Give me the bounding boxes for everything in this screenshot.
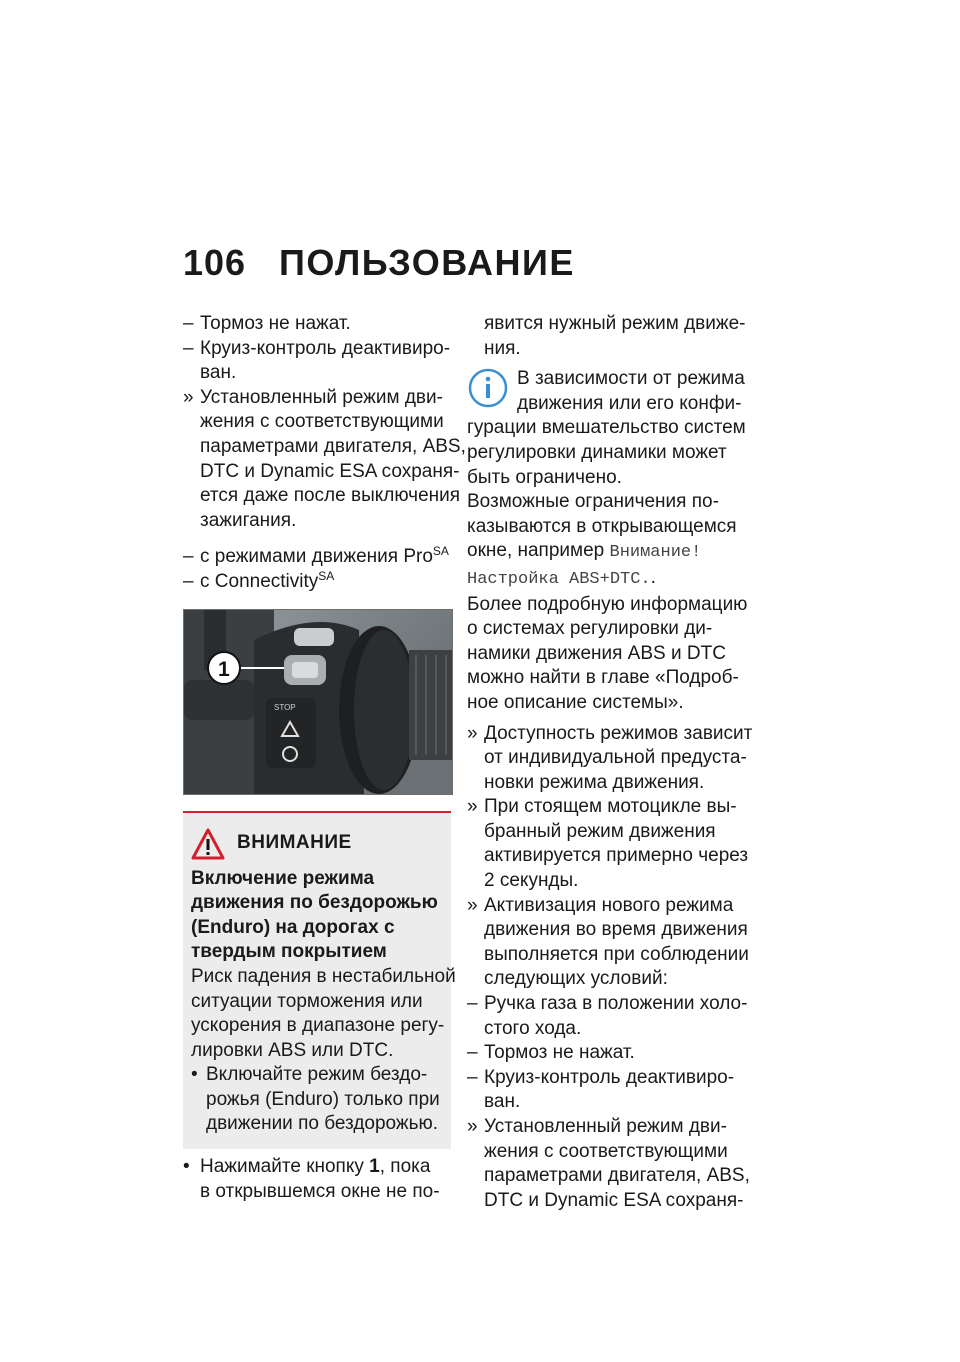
right-column	[467, 312, 753, 1213]
result-item-cont: DTC и Dynamic ESA сохраня-	[200, 460, 460, 482]
result-item-cont: активируется примерно через	[484, 845, 749, 867]
page-title: ПОЛЬЗОВАНИЕ	[279, 242, 575, 283]
list-item: – Ручка газа в положении холо-	[467, 993, 748, 1015]
warning-subtitle: Включение режима движения по бездорожью (Enduro) на дорогах с твердым покрытием	[191, 867, 438, 963]
info-icon	[467, 367, 509, 409]
info-text: Более подробную информацию	[467, 593, 748, 615]
info-text: регулировки динамики может	[467, 441, 727, 463]
warning-box	[183, 811, 456, 1150]
warning-title: ВНИМАНИЕ	[237, 832, 352, 854]
result-item-cont: новки режима движения.	[484, 771, 705, 793]
page-header	[183, 237, 575, 289]
info-text: о системах регулировки ди-	[467, 618, 713, 640]
info-text: быть ограничено.	[467, 466, 622, 488]
info-text: можно найти в главе «Подроб-	[467, 667, 739, 689]
list-item: – Тормоз не нажат.	[467, 1042, 635, 1064]
result-item: » Активизация нового режима	[467, 894, 734, 916]
result-item-cont: параметрами двигателя, ABS,	[484, 1165, 750, 1187]
result-item-cont: движения во время движения	[484, 919, 748, 941]
option-item: – с Connectivity$^{SA}$	[183, 568, 335, 592]
handlebar-switch-photo	[183, 609, 453, 795]
info-text: Настройка ABS+DTC..	[467, 566, 656, 589]
info-text: гурации вмешательство систем	[467, 417, 746, 439]
result-item-cont: следующих условий:	[484, 968, 668, 990]
stop-label: STOP	[274, 702, 296, 712]
result-item-cont: зажигания.	[200, 509, 297, 531]
warning-triangle-icon	[191, 828, 225, 860]
result-item: » Установленный режим дви-	[183, 386, 443, 408]
info-text: ное описание системы».	[467, 691, 684, 713]
list-item-cont: ван.	[484, 1091, 521, 1113]
result-item-cont: жения с соответствующими	[200, 411, 444, 433]
option-item: – с режимами движения Pro$^{SA}$	[183, 544, 449, 568]
result-item-cont: параметрами двигателя, ABS,	[200, 435, 466, 457]
list-item-cont: ван.	[200, 362, 237, 384]
list-item: – Тормоз не нажат.	[183, 313, 351, 334]
result-item-cont: от индивидуальной предуста-	[484, 747, 747, 769]
info-text: Возможные ограничения по-	[467, 491, 719, 513]
info-text: окне, например Внимание!	[467, 540, 702, 563]
result-item: » При стоящем мотоцикле вы-	[467, 796, 737, 818]
result-item-cont: жения с соответствующими	[484, 1140, 728, 1162]
action-item-cont: в открывшемся окне не по-	[200, 1180, 440, 1202]
info-note: В зависимости от режима движения или его конфи-	[467, 367, 743, 416]
list-item: – Круиз-контроль деактивиро-	[467, 1066, 735, 1088]
action-item: • Нажимайте кнопку 1, пока	[183, 1156, 431, 1178]
action-item-cont: явится нужный режим движе-	[484, 313, 746, 334]
info-text: намики движения ABS и DTC	[467, 642, 726, 664]
list-item: – Круиз-контроль деактивиро-	[183, 337, 451, 359]
callout-1: 1	[218, 657, 230, 681]
result-item-cont: бранный режим движения	[484, 820, 716, 842]
result-item-cont: 2 секунды.	[484, 870, 579, 892]
left-column	[183, 312, 466, 1204]
page-number: 106	[183, 242, 247, 283]
warning-text: Риск падения в нестабильной ситуации торможения или ускорения в диапазоне регу- лировки ABS или DTC. • Включайте режим бездо- рожья (Enduro) только при движении по бездорожью.	[191, 965, 456, 1135]
info-text: казываются в открывающемся	[467, 515, 737, 537]
result-item: » Доступность режимов зависит	[467, 722, 753, 744]
result-item-cont: ется даже после выключения	[200, 485, 461, 507]
list-item-cont: стого хода.	[484, 1017, 582, 1039]
result-item-cont: DTC и Dynamic ESA сохраня-	[484, 1189, 744, 1211]
result-item-cont: выполняется при соблюдении	[484, 943, 749, 965]
result-item: » Установленный режим дви-	[467, 1116, 727, 1137]
action-item-cont: ния.	[484, 337, 521, 359]
